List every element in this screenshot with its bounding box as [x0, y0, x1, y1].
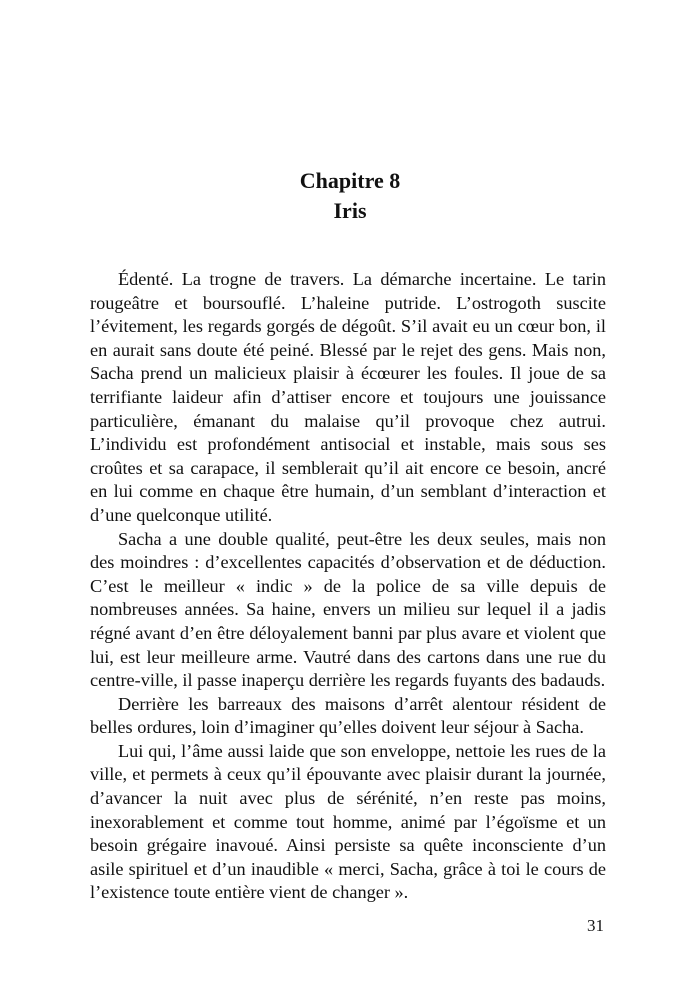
chapter-heading: [0, 166, 700, 226]
paragraph: Derrière les barreaux des maisons d’arrêt alentour résident de belles ordures, loin d’imaginer qu’elles doivent leur séjour à Sacha.: [90, 693, 606, 738]
paragraph: Édenté. La trogne de travers. La démarche incertaine. Le tarin rougeâtre et boursouflé. L’haleine putride. L’ostrogoth suscite l’évitement, les regards gorgés de dégoût. S’il avait eu un cœur bon, il en aurait sans doute été peiné. Blessé par le rejet des gens. Mais non, Sacha prend un malicieux plaisir à écœurer les foules. Il joue de sa terrifiante laideur afin d’attiser encore et toujours une jouissance particulière, émanant du malaise qu’il provoque chez autrui. L’individu est profondément antisocial et instable, mais sous ses croûtes et sa carapace, il semblerait qu’il ait encore ce besoin, ancré en lui comme en chaque être humain, d’un semblant d’interaction et d’une quelconque utilité.: [90, 269, 606, 525]
chapter-title: Iris: [333, 198, 367, 223]
page-number: 31: [587, 916, 604, 935]
paragraph: Lui qui, l’âme aussi laide que son enveloppe, nettoie les rues de la ville, et permets à ceux qu’il épouvante avec plaisir durant la journée, d’avancer la nuit avec plus de sérénité, n’en reste pas moins, inexorablement et comme tout homme, animé par l’égoïsme et un besoin grégaire inavoué. Ainsi persiste sa quête inconsciente d’un asile spirituel et d’un inaudible « merci, Sacha, grâce à toi le cours de l’existence toute entière vient de changer ».: [90, 740, 606, 903]
chapter-body: [90, 268, 606, 905]
chapter-number: Chapitre 8: [299, 168, 401, 193]
paragraph: Sacha a une double qualité, peut-être les deux seules, mais non des moindres : d’excellentes capacités d’observation et de déduction. C’est le meilleur « indic » de la police de sa ville depuis de nombreuses années. Sa haine, envers un milieu sur lequel il a jadis régné avant d’en être déloyalement banni par plus avare et violent que lui, est leur meilleure arme. Vautré dans des cartons dans une rue du centre-ville, il passe inaperçu derrière les regards fuyants des badauds.: [90, 528, 606, 691]
